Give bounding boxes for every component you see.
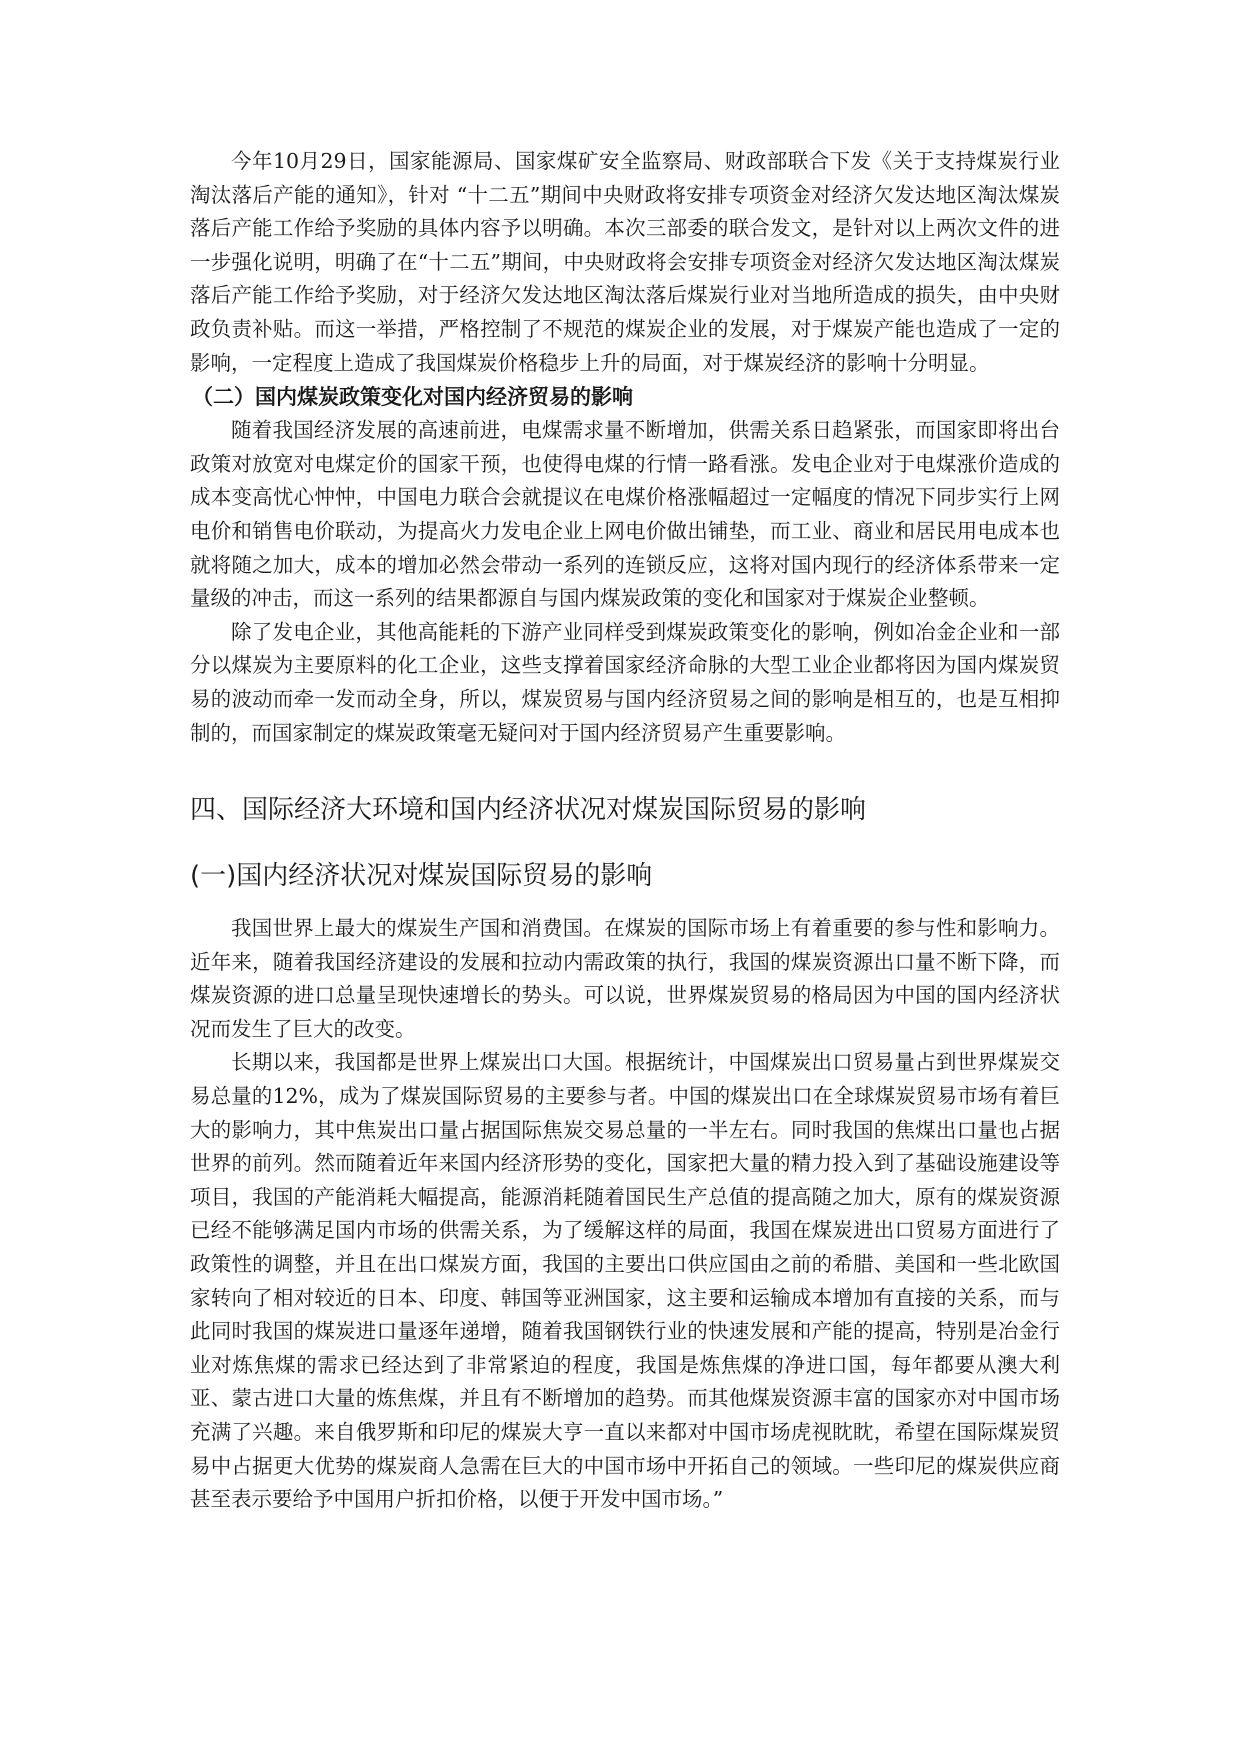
body-paragraph: 我国世界上最大的煤炭生产国和消费国。在煤炭的国际市场上有着重要的参与性和影响力。近年来，随着我国经济建设的发展和拉动内需政策的执行，我国的煤炭资源出口量不断下降，而煤炭资源的进口总量呈现快速增长的势头。可以说，世界煤炭贸易的格局因为中国的国内经济状况而发生了巨大的改变。 — [190, 916, 1060, 1041]
body-paragraph: 今年10月29日，国家能源局、国家煤矿安全监察局、财政部联合下发《关于支持煤炭行业淘汰落后产能的通知》，针对 “十二五”期间中央财政将安排专项资金对经济欠发达地区淘汰煤炭落后产能工作给予奖励的具体内容予以明确。本次三部委的联合发文，是针对以上两次文件的进一步强化说明，明确了在“十二五”期间，中央财政将会安排专项资金对经济欠发达地区淘汰煤炭落后产能工作给予奖励，对于经济欠发达地区淘汰落后煤炭行业对当地所造成的损失，由中央财政负责补贴。而这一举措，严格控制了不规范的煤炭企业的发展，对于煤炭产能也造成了一定的影响，一定程度上造成了我国煤炭价格稳步上升的局面，对于煤炭经济的影响十分明显。 — [190, 149, 1060, 375]
subsection-heading: (一)国内经济状况对煤炭国际贸易的影响 — [190, 861, 653, 892]
section-heading: 四、国际经济大环境和国内经济状况对煤炭国际贸易的影响 — [190, 795, 867, 826]
body-paragraph: 随着我国经济发展的高速前进，电煤需求量不断增加，供需关系日趋紧张，而国家即将出台政策对放宽对电煤定价的国家干预，也使得电煤的行情一路看涨。发电企业对于电煤涨价造成的成本变高忧心忡忡，中国电力联合会就提议在电煤价格涨幅超过一定幅度的情况下同步实行上网电价和销售电价联动，为提高火力发电企业上网电价做出铺垫，而工业、商业和居民用电成本也就将随之加大，成本的增加必然会带动一系列的连锁反应，这将对国内现行的经济体系带来一定量级的冲击，而这一系列的结果都源自与国内煤炭政策的变化和国家对于煤炭企业整顿。 — [190, 418, 1060, 611]
body-paragraph: 除了发电企业，其他高能耗的下游产业同样受到煤炭政策变化的影响，例如冶金企业和一部分以煤炭为主要原料的化工企业，这些支撑着国家经济命脉的大型工业企业都将因为国内煤炭贸易的波动而牵一发而动全身，所以，煤炭贸易与国内经济贸易之间的影响是相互的，也是互相抑制的，而国家制定的煤炭政策毫无疑问对于国内经济贸易产生重要影响。 — [190, 619, 1060, 745]
document-page — [190, 145, 1060, 1517]
body-paragraph: 长期以来，我国都是世界上煤炭出口大国。根据统计，中国煤炭出口贸易量占到世界煤炭交易总量的12%，成为了煤炭国际贸易的主要参与者。中国的煤炭出口在全球煤炭贸易市场有着巨大的影响力，其中焦炭出口量占据国际焦炭交易总量的一半左右。同时我国的焦煤出口量也占据世界的前列。然而随着近年来国内经济形势的变化，国家把大量的精力投入到了基础设施建设等项目，我国的产能消耗大幅提高，能源消耗随着国民生产总值的提高随之加大，原有的煤炭资源已经不能够满足国内市场的供需关系，为了缓解这样的局面，我国在煤炭进出口贸易方面进行了政策性的调整，并且在出口煤炭方面，我国的主要出口供应国由之前的希腊、美国和一些北欧国家转向了相对较近的日本、印度、韩国等亚洲国家，这主要和运输成本增加有直接的关系，而与此同时我国的煤炭进口量逐年递增，随着我国钢铁行业的快速发展和产能的提高，特别是冶金行业对炼焦煤的需求已经达到了非常紧迫的程度，我国是炼焦煤的净进口国，每年都要从澳大利亚、蒙古进口大量的炼焦煤，并且有不断增加的趋势。而其他煤炭资源丰富的国家亦对中国市场充满了兴趣。来自俄罗斯和印尼的煤炭大亨一直以来都对中国市场虎视眈眈，希望在国际煤炭贸易中占据更大优势的煤炭商人急需在巨大的中国市场中开拓自己的领域。一些印尼的煤炭供应商甚至表示要给予中国用户折扣价格，以便于开发中国市场。” — [190, 1050, 1060, 1512]
subsection-heading: （二）国内煤炭政策变化对国内经济贸易的影响 — [192, 385, 633, 410]
